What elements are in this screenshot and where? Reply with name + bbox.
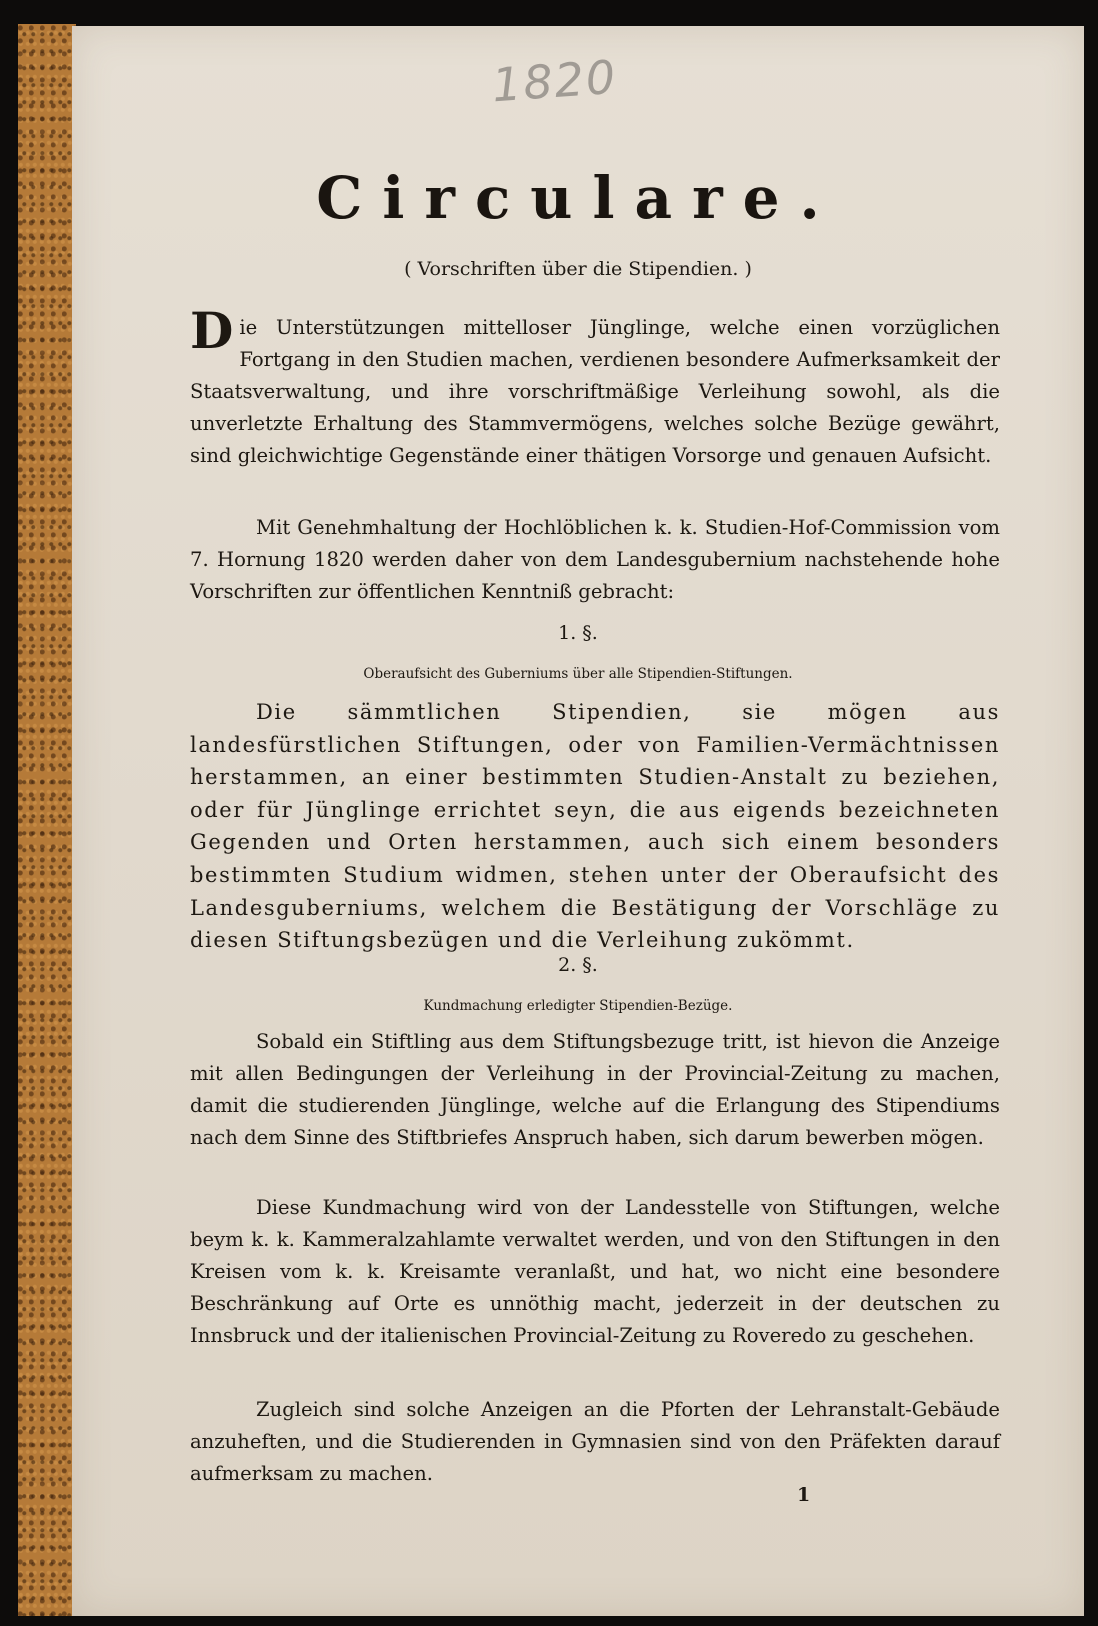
page-number: 1 xyxy=(797,1484,811,1506)
section-2-heading: Kundmachung erledigter Stipendien-Bezüge. xyxy=(423,998,733,1014)
section-2-number: 2. §. xyxy=(558,954,598,976)
section-2-paragraph-1: Sobald ein Stiftling aus dem Stiftungsbezuge tritt, ist hievon die Anzeige mit allen Bedingungen der Verleihung in der Provincial-Zeitung zu machen, damit die studierenden Jünglinge, welche auf die Erlangung des Stipendiums nach dem Sinne des Stiftbriefes Anspruch haben, sich darum bewerben mögen. xyxy=(190,1030,1000,1149)
binding-strip xyxy=(18,24,76,1616)
intro-paragraph xyxy=(190,301,1000,472)
section-1-number: 1. §. xyxy=(558,622,598,644)
preamble-paragraph: Mit Genehmhaltung der Hochlöblichen k. k. Studien-Hof-Commission vom 7. Hornung 1820 werden daher von dem Landesgubernium nachstehende hohe Vorschriften zur öffentlichen Kenntniß gebracht: xyxy=(190,516,1000,603)
section-1-heading: Oberaufsicht des Guberniums über alle Stipendien-Stiftungen. xyxy=(363,666,793,682)
document-page xyxy=(72,26,1084,1616)
pencil-date-note: 1820 xyxy=(490,49,619,113)
document-subtitle: ( Vorschriften über die Stipendien. ) xyxy=(404,258,752,280)
section-2-paragraph-3: Zugleich sind solche Anzeigen an die Pforten der Lehranstalt-Gebäude anzuheften, und die Studierenden in Gymnasien sind von den Präfekten darauf aufmerksam zu machen. xyxy=(190,1398,1000,1485)
section-2-paragraph-2: Diese Kundmachung wird von der Landesstelle von Stiftungen, welche beym k. k. Kammeralzahlamte verwaltet werden, und von den Stiftungen in den Kreisen vom k. k. Kreisamte veranlaßt, und hat, wo nicht eine besondere Beschränkung auf Orte es unnöthig macht, jederzeit in der deutschen zu Innsbruck und der italienischen Provincial-Zeitung zu Roveredo zu geschehen. xyxy=(190,1196,1000,1347)
intro-text: ie Unterstützungen mittelloser Jünglinge, welche einen vorzüglichen Fortgang in den Studien machen, verdienen besondere Aufmerksamkeit der Staatsverwaltung, und ihre vorschriftmäßige Verleihung sowohl, als die unverletzte Erhaltung des Stammvermögens, welches solche Bezüge gewährt, sind gleichwichtige Gegenstände einer thätigen Vorsorge und genauen Aufsicht. xyxy=(190,316,1000,467)
document-title: Circulare. xyxy=(316,164,840,232)
section-1-paragraph: Die sämmtlichen Stipendien, sie mögen aus landesfürstlichen Stiftungen, oder von Familien-Vermächtnissen herstammen, an einer bestimmten Studien-Anstalt zu beziehen, oder für Jünglinge errichtet seyn, die aus eigends bezeichneten Gegenden und Orten herstammen, auch sich einem besonders bestimmten Studium widmen, stehen unter der Oberaufsicht des Landesguberniums, welchem die Bestätigung der Vorschläge zu diesen Stiftungsbezügen und die Verleihung zukömmt. xyxy=(190,700,1000,953)
dropcap-letter: D xyxy=(190,301,234,360)
